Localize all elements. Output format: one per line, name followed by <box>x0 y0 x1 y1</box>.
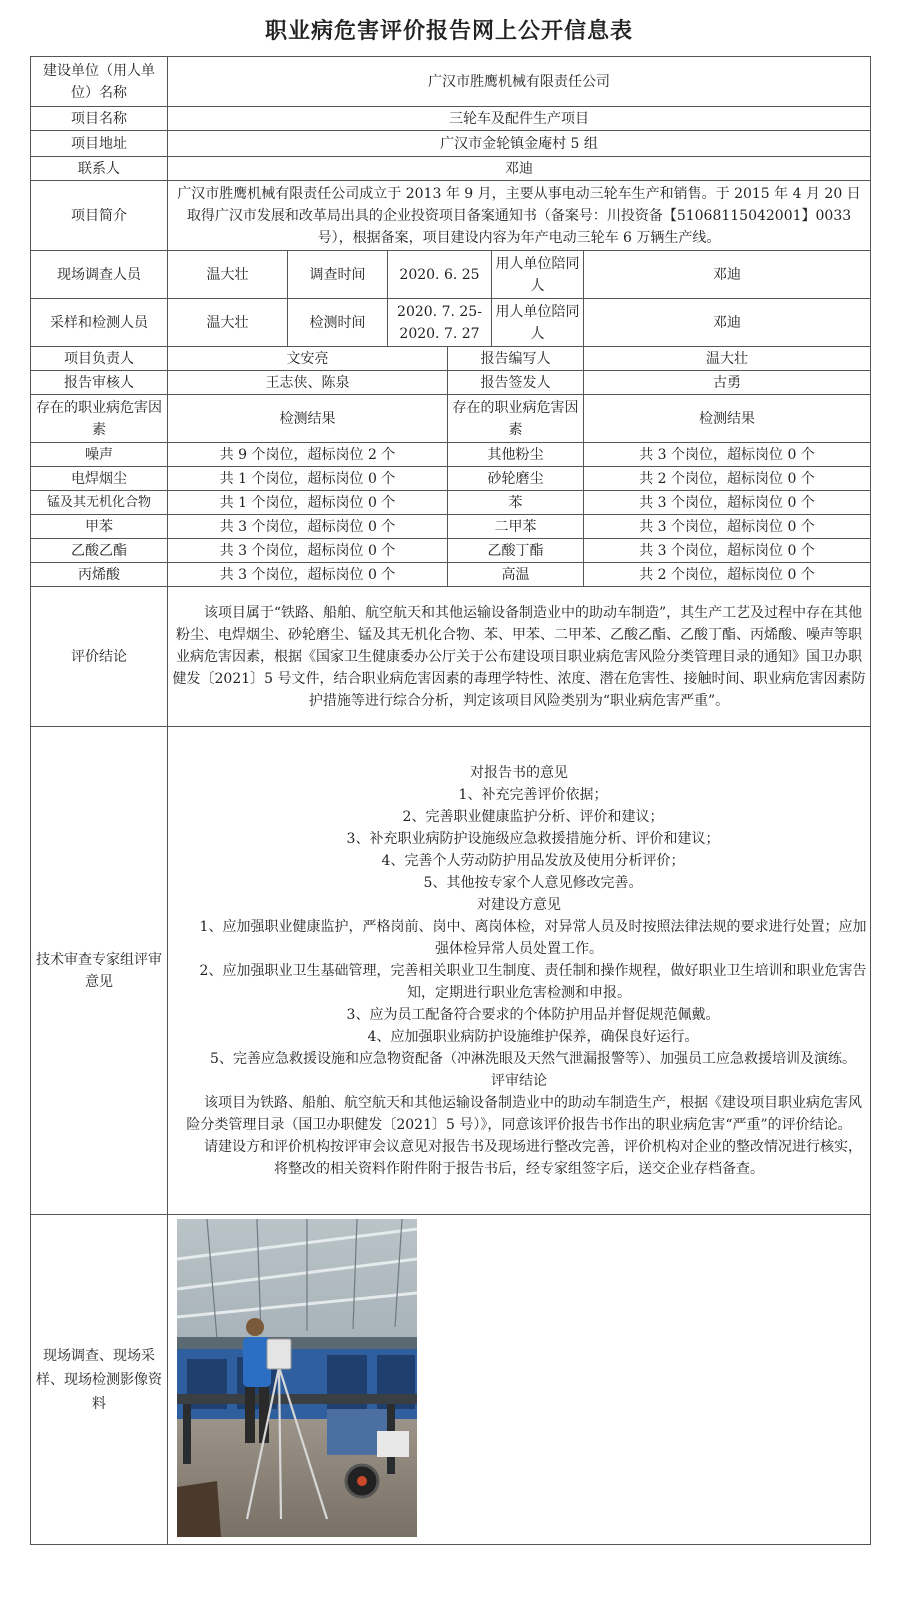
unit-value: 广汉市胜鹰机械有限责任公司 <box>168 57 871 107</box>
hazard-factor: 二甲苯 <box>448 515 584 539</box>
hazard-row <box>31 515 871 539</box>
address-label: 项目地址 <box>31 131 168 157</box>
writer-value: 温大壮 <box>584 347 871 371</box>
hazard-result: 共 3 个岗位，超标岗位 0 个 <box>584 539 871 563</box>
row-sampling <box>31 299 871 347</box>
row-contact <box>31 157 871 181</box>
hazard-result: 共 3 个岗位，超标岗位 0 个 <box>168 515 448 539</box>
result-header-left: 检测结果 <box>168 395 448 443</box>
hazard-row <box>31 467 871 491</box>
hazard-result: 共 9 个岗位，超标岗位 2 个 <box>168 443 448 467</box>
row-leader <box>31 347 871 371</box>
info-table <box>30 56 871 1545</box>
row-expert <box>31 727 871 1215</box>
verdict-paragraph: 请建设方和评价机构按评审会议意见对报告书及现场进行整改完善，评价机构对企业的整改情况进行核实，将整改的相关资料作附件附于报告书后，经专家组签字后，送交企业存档备查。 <box>204 1138 862 1177</box>
hazard-result: 共 3 个岗位，超标岗位 0 个 <box>584 491 871 515</box>
signer-label: 报告签发人 <box>448 371 584 395</box>
party-opinion-item: 3、应为员工配备符合要求的个体防护用品并督促规范佩戴。 <box>346 1006 720 1023</box>
hazard-result: 共 3 个岗位，超标岗位 0 个 <box>168 563 448 587</box>
hazard-row <box>31 491 871 515</box>
hazard-factor: 苯 <box>448 491 584 515</box>
conclusion-label: 评价结论 <box>31 587 168 727</box>
report-opinion-heading: 对报告书的意见 <box>470 764 568 781</box>
report-opinion-item: 2、完善职业健康监护分析、评价和建议； <box>402 808 664 825</box>
survey-escort: 邓迪 <box>584 251 871 299</box>
leader-label: 项目负责人 <box>31 347 168 371</box>
row-project <box>31 107 871 131</box>
photo-label: 现场调查、现场采样、现场检测影像资料 <box>31 1215 168 1545</box>
hazard-row <box>31 539 871 563</box>
survey-escort-label: 用人单位陪同人 <box>492 251 584 299</box>
survey-time: 2020. 6. 25 <box>388 251 492 299</box>
sampling-time-label: 检测时间 <box>288 299 388 347</box>
project-label: 项目名称 <box>31 107 168 131</box>
site-photo <box>177 1219 417 1537</box>
project-value: 三轮车及配件生产项目 <box>168 107 871 131</box>
report-opinion-item: 4、完善个人劳动防护用品发放及使用分析评价； <box>381 852 685 869</box>
hazard-result: 共 3 个岗位，超标岗位 0 个 <box>584 443 871 467</box>
contact-label: 联系人 <box>31 157 168 181</box>
reviewer-label: 报告审核人 <box>31 371 168 395</box>
report-opinion-item: 3、补充职业病防护设施级应急救援措施分析、评价和建议； <box>346 830 720 847</box>
hazard-factor: 乙酸丁酯 <box>448 539 584 563</box>
survey-label: 现场调查人员 <box>31 251 168 299</box>
party-opinion-item: 1、应加强职业健康监护，严格岗前、岗中、离岗体检，对异常人员及时按照法律法规的要求进行处置；应加强体检异常人员处置工作。 <box>199 918 867 957</box>
expert-opinion <box>168 727 871 1215</box>
hazard-row <box>31 443 871 467</box>
party-opinion-heading: 对建设方意见 <box>477 896 561 913</box>
report-opinion-item: 5、其他按专家个人意见修改完善。 <box>423 874 643 891</box>
intro-value: 广汉市胜鹰机械有限责任公司成立于 2013 年 9 月，主要从事电动三轮车生产和销售。于 2015 年 4 月 20 日取得广汉市发展和改革局出具的企业投资项目备案通知书（备案号：川投资备【51068115042001】0033 号），根据备案，项目建设内容为年产电动三轮车 6 万辆生产线。 <box>168 181 871 251</box>
expert-label: 技术审查专家组评审意见 <box>31 727 168 1215</box>
verdict-paragraph: 该项目为铁路、船舶、航空航天和其他运输设备制造业中的助动车制造生产，根据《建设项目职业病危害风险分类管理目录（国卫办职健发〔2021〕5 号）》，同意该评价报告书作出的职业病危害“严重”的评价结论。 <box>186 1094 862 1133</box>
verdict-heading: 评审结论 <box>491 1072 547 1089</box>
sampling-time: 2020. 7. 25-2020. 7. 27 <box>388 299 492 347</box>
party-opinion-item: 5、完善应急救援设施和应急物资配备（冲淋洗眼及天然气泄漏报警等）、加强员工应急救援培训及演练。 <box>210 1050 856 1067</box>
row-hazard-header <box>31 395 871 443</box>
hazard-factor: 甲苯 <box>31 515 168 539</box>
survey-time-label: 调查时间 <box>288 251 388 299</box>
hazard-result: 共 1 个岗位，超标岗位 0 个 <box>168 467 448 491</box>
hazard-factor: 乙酸乙酯 <box>31 539 168 563</box>
hazard-result: 共 3 个岗位，超标岗位 0 个 <box>168 539 448 563</box>
reviewer-value: 王志侠、陈泉 <box>168 371 448 395</box>
hazard-factor: 丙烯酸 <box>31 563 168 587</box>
hazard-result: 共 2 个岗位，超标岗位 0 个 <box>584 563 871 587</box>
hazard-result: 共 2 个岗位，超标岗位 0 个 <box>584 467 871 491</box>
hazard-row <box>31 563 871 587</box>
hazard-factor: 电焊烟尘 <box>31 467 168 491</box>
hazard-result: 共 3 个岗位，超标岗位 0 个 <box>584 515 871 539</box>
workshop-photo-image <box>177 1219 417 1537</box>
sampling-label: 采样和检测人员 <box>31 299 168 347</box>
result-header-right: 检测结果 <box>584 395 871 443</box>
sampling-person: 温大壮 <box>168 299 288 347</box>
row-unit <box>31 57 871 107</box>
party-opinion-item: 4、应加强职业病防护设施维护保养，确保良好运行。 <box>367 1028 699 1045</box>
page-title: 职业病危害评价报告网上公开信息表 <box>264 19 633 44</box>
address-value: 广汉市金轮镇金庵村 5 组 <box>168 131 871 157</box>
row-survey <box>31 251 871 299</box>
hazard-factor: 锰及其无机化合物 <box>31 491 168 515</box>
row-photo <box>31 1215 871 1545</box>
hazard-factor: 高温 <box>448 563 584 587</box>
hazard-factor: 砂轮磨尘 <box>448 467 584 491</box>
hazard-result: 共 1 个岗位，超标岗位 0 个 <box>168 491 448 515</box>
contact-value: 邓迪 <box>168 157 871 181</box>
hazard-factor: 其他粉尘 <box>448 443 584 467</box>
report-opinion-item: 1、补充完善评价依据； <box>458 786 608 803</box>
survey-person: 温大壮 <box>168 251 288 299</box>
writer-label: 报告编写人 <box>448 347 584 371</box>
factor-header-left: 存在的职业病危害因素 <box>31 395 168 443</box>
row-intro <box>31 181 871 251</box>
party-opinion-item: 2、应加强职业卫生基础管理，完善相关职业卫生制度、责任制和操作规程，做好职业卫生培训和职业危害告知，定期进行职业危害检测和申报。 <box>199 962 867 1001</box>
unit-label: 建设单位（用人单位）名称 <box>31 57 168 107</box>
photo-cell <box>168 1215 871 1545</box>
hazard-factor: 噪声 <box>31 443 168 467</box>
row-address <box>31 131 871 157</box>
intro-label: 项目简介 <box>31 181 168 251</box>
leader-value: 文安亮 <box>168 347 448 371</box>
row-reviewer <box>31 371 871 395</box>
conclusion-text: 该项目属于“铁路、船舶、航空航天和其他运输设备制造业中的助动车制造”，其生产工艺及过程中存在其他粉尘、电焊烟尘、砂轮磨尘、锰及其无机化合物、苯、甲苯、二甲苯、乙酸乙酯、乙酸丁酯、丙烯酸、噪声等职业病危害因素，根据《国家卫生健康委办公厅关于公布建设项目职业病危害风险分类管理目录的通知》国卫办职健发〔2021〕5 号文件，结合职业病危害因素的毒理学特性、浓度、潜在危害性、接触时间、职业病危害因素防护措施等进行综合分析，判定该项目风险类别为“职业病危害严重”。 <box>168 587 871 727</box>
sampling-escort: 邓迪 <box>584 299 871 347</box>
factor-header-right: 存在的职业病危害因素 <box>448 395 584 443</box>
row-conclusion <box>31 587 871 727</box>
sampling-escort-label: 用人单位陪同人 <box>492 299 584 347</box>
signer-value: 古勇 <box>584 371 871 395</box>
